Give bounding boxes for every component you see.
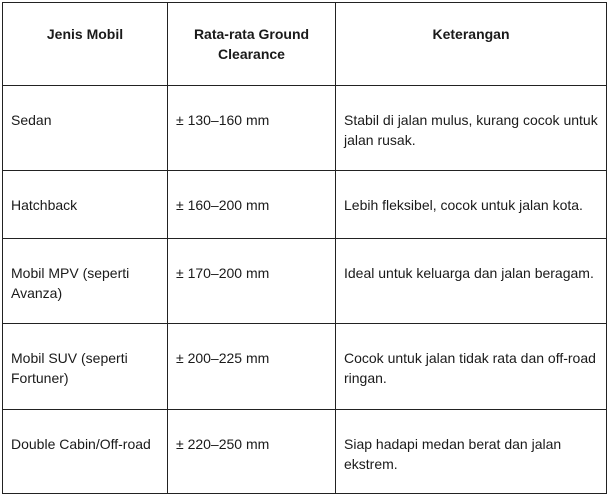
cell-ground-clearance: ± 160–200 mm	[168, 171, 336, 239]
cell-ground-clearance: ± 130–160 mm	[168, 86, 336, 171]
cell-description: Stabil di jalan mulus, kurang cocok untuk jalan rusak.	[336, 86, 607, 171]
cell-description: Cocok untuk jalan tidak rata dan off-road ringan.	[336, 324, 607, 410]
cell-ground-clearance: ± 220–250 mm	[168, 410, 336, 494]
cell-ground-clearance: ± 170–200 mm	[168, 239, 336, 324]
table-row	[3, 410, 607, 494]
cell-car-type: Mobil SUV (seperti Fortuner)	[3, 324, 168, 410]
cell-car-type: Hatchback	[3, 171, 168, 239]
table-row	[3, 239, 607, 324]
cell-description: Siap hadapi medan berat dan jalan ekstrem.	[336, 410, 607, 494]
table-row	[3, 171, 607, 239]
ground-clearance-table-container	[2, 2, 607, 494]
cell-car-type: Double Cabin/Off-road	[3, 410, 168, 494]
ground-clearance-table	[2, 2, 607, 494]
cell-car-type: Mobil MPV (seperti Avanza)	[3, 239, 168, 324]
cell-description: Ideal untuk keluarga dan jalan beragam.	[336, 239, 607, 324]
cell-description: Lebih fleksibel, cocok untuk jalan kota.	[336, 171, 607, 239]
cell-ground-clearance: ± 200–225 mm	[168, 324, 336, 410]
cell-car-type: Sedan	[3, 86, 168, 171]
table-header-row	[3, 3, 607, 86]
header-car-type: Jenis Mobil	[3, 3, 168, 86]
table-row	[3, 324, 607, 410]
table-row	[3, 86, 607, 171]
header-description: Keterangan	[336, 3, 607, 86]
header-ground-clearance: Rata-rata Ground Clearance	[168, 3, 336, 86]
